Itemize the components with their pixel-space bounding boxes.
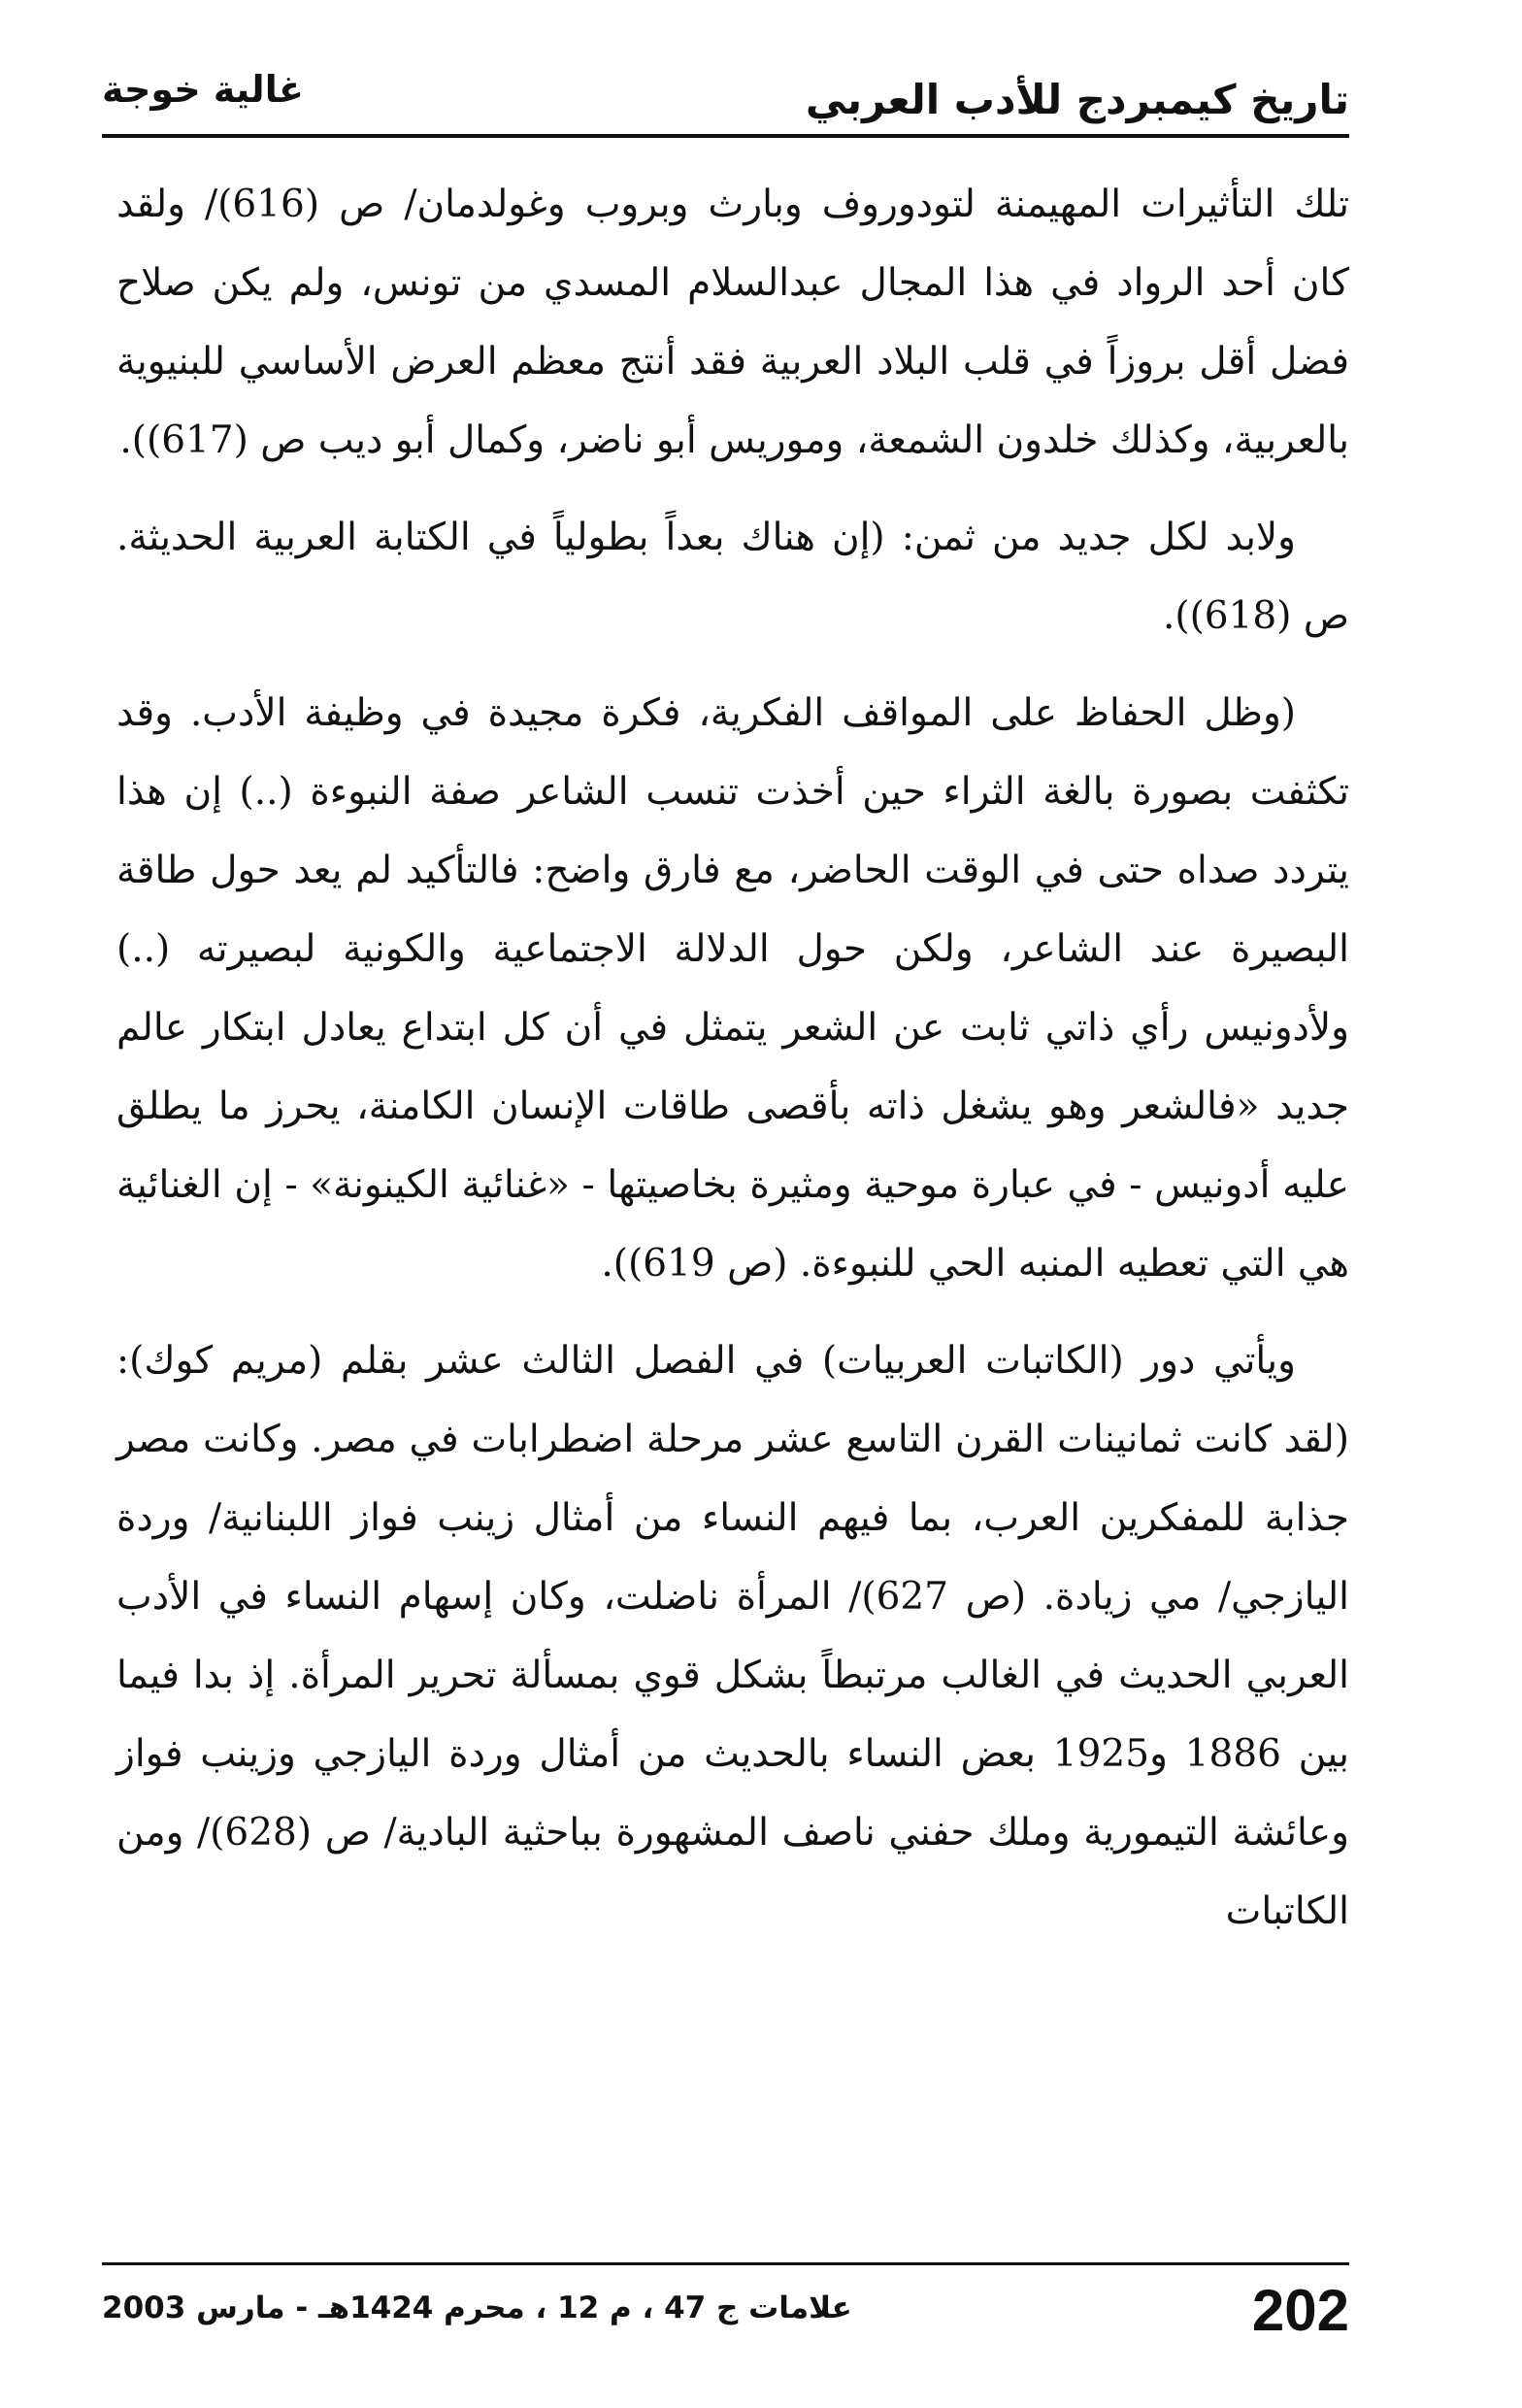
paragraph-1: تلك التأثيرات المهيمنة لتودوروف وبارث وبروب وغولدمان/ ص (616)/ ولقد كان أحد الرواد في هذا المجال عبدالسلام المسدي من تونس، ولم يكن صلاح فضل أقل بروزاً في قلب البلاد العربية فقد أنتج معظم العرض الأساسي للبنيوية بالعربية، وكذلك خلدون الشمعة، وموريس أبو ناضر، وكمال أبو ديب ص (617)). xyxy=(116,183,1349,462)
header-divider xyxy=(102,134,1349,138)
paragraph-3: (وظل الحفاظ على المواقف الفكرية، فكرة مجيدة في وظيفة الأدب. وقد تكثفت بصورة بالغة الثراء حين أخذت تنسب الشاعر صفة النبوءة (..) إن هذا يتردد صداه حتى في الوقت الحاضر، مع فارق واضح: فالتأكيد لم يعد حول طاقة البصيرة عند الشاعر، ولكن حول الدلالة الاجتماعية والكونية لبصيرته (..) ولأدونيس رأي ذاتي ثابت عن الشعر يتمثل في أن كل ابتداع يعادل ابتكار عالم جديد «فالشعر وهو يشغل ذاته بأقصى طاقات الإنسان الكامنة، يحرز ما يطلق عليه أدونيس - في عبارة موحية ومثيرة بخاصيتها - «غنائية الكينونة» - إن الغنائية هي التي تعطيه المنبه الحي للنبوءة. (ص 619)). xyxy=(116,691,1349,1286)
journal-issue-info: علامات ج 47 ، م 12 ، محرم 1424هـ - مارس 2003 xyxy=(102,2291,852,2325)
running-footer xyxy=(102,2277,1349,2355)
author-name: غالية خوجة xyxy=(102,68,304,111)
paragraph-2: ولابد لكل جديد من ثمن: (إن هناك بعداً بطولياً في الكتابة العربية الحديثة. ص (618)). xyxy=(116,516,1349,638)
page-number: 202 xyxy=(1251,2278,1349,2343)
book-title: تاريخ كيمبردج للأدب العربي xyxy=(805,76,1349,123)
article-body xyxy=(116,165,1349,1969)
footer-divider xyxy=(102,2262,1349,2265)
paragraph-4: ويأتي دور (الكاتبات العربيات) في الفصل الثالث عشر بقلم (مريم كوك): (لقد كانت ثمانينات القرن التاسع عشر مرحلة اضطرابات في مصر. وكانت مصر جذابة للمفكرين العرب، بما فيهم النساء من أمثال زينب فواز اللبنانية/ وردة اليازجي/ مي زيادة. (ص 627)/ المرأة ناضلت، وكان إسهام النساء في الأدب العربي الحديث في الغالب مرتبطاً بشكل قوي بمسألة تحرير المرأة. إذ بدا فيما بين 1886 و1925 بعض النساء بالحديث من أمثال وردة اليازجي وزينب فواز وعائشة التيمورية وملك حفني ناصف المشهورة بباحثية البادية/ ص (628)/ ومن الكاتبات xyxy=(116,1339,1350,1933)
